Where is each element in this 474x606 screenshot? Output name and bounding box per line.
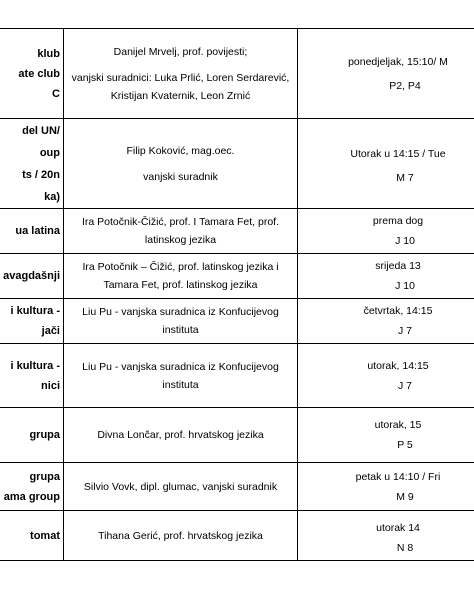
table-row (0, 408, 474, 463)
activity-line: ama group (3, 490, 60, 503)
leader-line: Danijel Mrvelj, prof. povijesti; (113, 45, 248, 58)
activity-cell (0, 463, 64, 511)
activity-line: i kultura - (10, 305, 60, 317)
schedule-cell (298, 463, 474, 511)
schedule-cell (298, 29, 474, 119)
activity-line: ate club (18, 67, 60, 80)
schedule-cell (298, 209, 474, 254)
activity-line: nici (41, 379, 60, 392)
activities-table (0, 28, 474, 561)
table-row (0, 209, 474, 254)
leader-line: latinskog jezika (144, 234, 217, 246)
schedule-cell (298, 344, 474, 408)
schedule-cell (298, 511, 474, 561)
activity-line: oup (39, 146, 60, 159)
schedule-time: prema dog (372, 215, 424, 227)
leader-line: instituta (162, 378, 199, 391)
leader-cell (64, 254, 298, 299)
schedule-room: P 5 (397, 439, 413, 451)
leader-line: Divna Lončar, prof. hrvatskog jezika (97, 429, 264, 441)
leader-line: Tihana Gerić, prof. hrvatskog jezika (98, 529, 263, 542)
leader-line: Tamara Fet, prof. latinskog jezika (103, 279, 258, 291)
schedule-time: četvrtak, 14:15 (363, 305, 433, 317)
schedule-room: J 7 (397, 379, 412, 392)
table-row (0, 299, 474, 344)
schedule-cell (298, 254, 474, 299)
activity-cell (0, 29, 64, 119)
schedule-time: Utorak u 14:15 / Tue (350, 147, 446, 160)
activity-line: i kultura - (10, 359, 60, 372)
table-row (0, 254, 474, 299)
leader-cell (64, 209, 298, 254)
activity-line: del UN/ (22, 124, 60, 137)
table-row (0, 511, 474, 561)
leader-line: Liu Pu - vanjska suradnica iz Konfucijevog (82, 306, 279, 318)
leader-line: Ira Potočnik-Čižić, prof. I Tamara Fet, prof. (81, 216, 280, 228)
schedule-time: utorak 14 (376, 521, 420, 534)
activity-cell (0, 209, 64, 254)
schedule-cell (298, 119, 474, 209)
leader-cell (64, 119, 298, 209)
activity-cell (0, 299, 64, 344)
activity-cell (0, 408, 64, 463)
activity-line: C (52, 87, 60, 100)
leader-line: Ira Potočnik – Čižić, prof. latinskog jezika i (82, 261, 279, 273)
schedule-cell (298, 408, 474, 463)
schedule-room: M 9 (396, 490, 414, 503)
table-row (0, 119, 474, 209)
schedule-time: utorak, 14:15 (367, 359, 429, 372)
table-row (0, 463, 474, 511)
schedule-room: J 10 (395, 280, 415, 292)
activity-cell (0, 344, 64, 408)
schedule-cell (298, 299, 474, 344)
activity-line: klub (37, 47, 60, 60)
schedule-time: utorak, 15 (374, 419, 422, 431)
activity-line: ua latina (15, 225, 60, 237)
leader-line: vanjski suradnik (143, 170, 218, 183)
leader-cell (64, 29, 298, 119)
leader-line: Filip Koković, mag.oec. (126, 144, 235, 157)
schedule-room: P2, P4 (389, 79, 421, 92)
leader-cell (64, 408, 298, 463)
activity-cell (0, 511, 64, 561)
activity-cell (0, 119, 64, 209)
activity-line: ka) (44, 190, 60, 203)
table-row (0, 29, 474, 119)
schedule-room: M 7 (396, 171, 414, 184)
leader-cell (64, 463, 298, 511)
leader-line: Kristijan Kvaternik, Leon Zrnić (110, 89, 251, 102)
schedule-room: J 10 (395, 235, 415, 247)
leader-cell (64, 344, 298, 408)
leader-line: Liu Pu - vanjska suradnica iz Konfucijevog (82, 360, 279, 373)
schedule-room: J 7 (397, 325, 412, 337)
leader-line: instituta (162, 324, 199, 336)
activity-cell (0, 254, 64, 299)
activity-line: grupa (29, 470, 60, 483)
schedule-room: N 8 (396, 541, 414, 554)
leader-cell (64, 511, 298, 561)
schedule-time: petak u 14:10 / Fri (355, 470, 441, 483)
leader-cell (64, 299, 298, 344)
activity-line: tomat (30, 529, 60, 542)
activity-line: grupa (29, 429, 60, 441)
table-row (0, 344, 474, 408)
activity-line: ts / 20n (22, 168, 60, 181)
leader-line: vanjski suradnici: Luka Prlić, Loren Serdarević, (71, 71, 290, 84)
activity-line: avagdašnji (3, 270, 60, 282)
leader-line: Silvio Vovk, dipl. glumac, vanjski suradnik (83, 480, 278, 493)
schedule-time: ponedjeljak, 15:10/ M (348, 55, 448, 68)
schedule-time: srijeda 13 (375, 260, 421, 272)
activity-line: jači (41, 325, 60, 337)
